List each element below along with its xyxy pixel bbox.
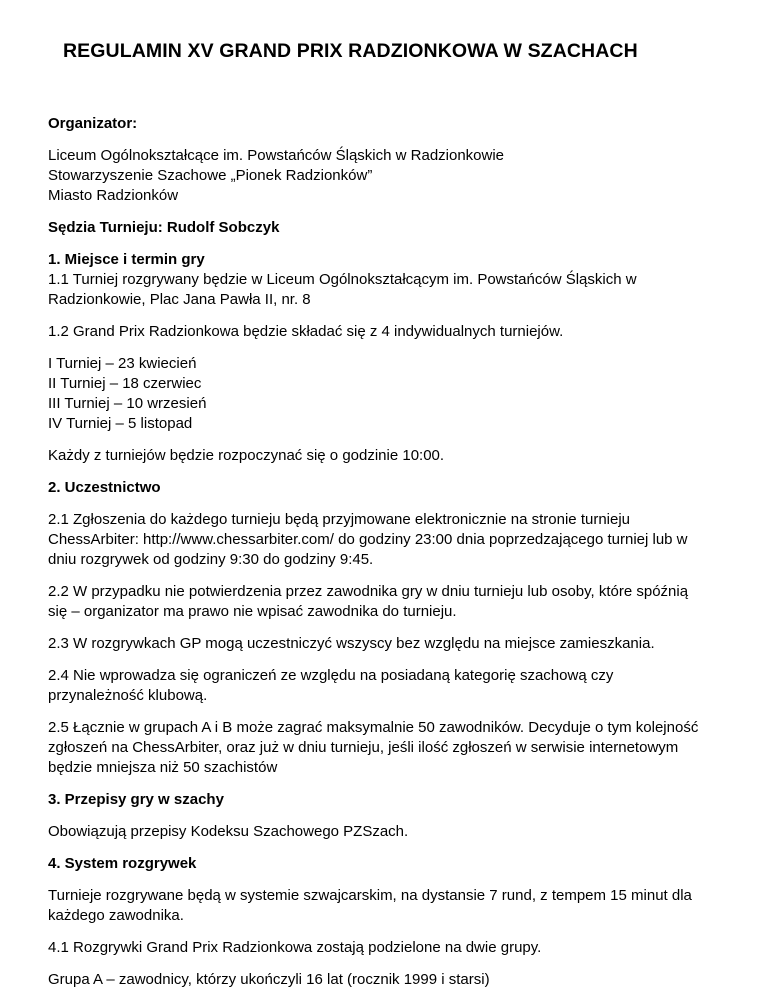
paragraph-line: 2.2 W przypadku nie potwierdzenia przez zawodnika gry w dniu turnieju lub osoby, które spóźnią — [48, 583, 689, 600]
section-2-heading-block — [48, 478, 738, 498]
paragraph-line: ChessArbiter: http://www.chessarbiter.com/ do godziny 23:00 dnia poprzedzającego turniej lub w — [48, 531, 688, 548]
tournament-item: I Turniej – 23 kwiecień — [48, 355, 197, 372]
paragraph-line: 2.5 Łącznie w grupach A i B może zagrać maksymalnie 50 zawodników. Decyduje o tym kolejność — [48, 719, 699, 736]
paragraph-2-3 — [48, 634, 738, 654]
paragraph-line: Obowiązują przepisy Kodeksu Szachowego PZSzach. — [48, 823, 409, 840]
paragraph-line: 2.1 Zgłoszenia do każdego turnieju będą przyjmowane elektronicznie na stronie turnieju — [48, 511, 631, 528]
judge-section — [48, 218, 738, 238]
paragraph-line: będzie mniejsza niż 50 szachistów — [48, 759, 278, 776]
organizer-line: Liceum Ogólnokształcące im. Powstańców Śląskich w Radzionkowie — [48, 147, 505, 164]
paragraph-line: Grupa A – zawodnicy, którzy ukończyli 16 lat (rocznik 1999 i starsi) — [48, 971, 490, 988]
paragraph-2-1 — [48, 510, 738, 570]
section-1 — [48, 250, 738, 310]
organizer-section — [48, 114, 738, 134]
tournament-list — [48, 354, 738, 434]
paragraph-line: się – organizator ma prawo nie wpisać zawodnika do turnieju. — [48, 603, 457, 620]
section-2-heading: 2. Uczestnictwo — [48, 479, 161, 496]
group-a-paragraph — [48, 970, 738, 990]
organizer-line: Stowarzyszenie Szachowe „Pionek Radzionków” — [48, 167, 373, 184]
section-4-heading: 4. System rozgrywek — [48, 855, 197, 872]
paragraph-2-5 — [48, 718, 738, 778]
paragraph-2-4 — [48, 666, 738, 706]
paragraph-line: Każdy z turniejów będzie rozpoczynać się o godzinie 10:00. — [48, 447, 445, 464]
tournament-item: II Turniej – 18 czerwiec — [48, 375, 202, 392]
section-3-heading: 3. Przepisy gry w szachy — [48, 791, 224, 808]
paragraph-line: 1.1 Turniej rozgrywany będzie w Liceum Ogólnokształcącym im. Powstańców Śląskich w — [48, 271, 637, 288]
paragraph-2-2 — [48, 582, 738, 622]
tournament-item: III Turniej – 10 wrzesień — [48, 395, 207, 412]
paragraph-3 — [48, 822, 738, 842]
paragraph-line: 2.3 W rozgrywkach GP mogą uczestniczyć wszyscy bez względu na miejsce zamieszkania. — [48, 635, 655, 652]
paragraph-line: każdego zawodnika. — [48, 907, 184, 924]
organizer-line: Miasto Radzionków — [48, 187, 179, 204]
section-3-heading-block — [48, 790, 738, 810]
judge-heading: Sędzia Turnieju: Rudolf Sobczyk — [48, 219, 280, 236]
paragraph-4 — [48, 886, 738, 926]
document-title: REGULAMIN XV GRAND PRIX RADZIONKOWA W SZACHACH — [63, 40, 638, 62]
organizer-heading: Organizator: — [48, 115, 138, 132]
paragraph-1-2 — [48, 322, 738, 342]
paragraph-line: dniu rozgrywek od godziny 9:30 do godziny 9:45. — [48, 551, 374, 568]
organizer-list — [48, 146, 738, 206]
paragraph-line: 2.4 Nie wprowadza się ograniczeń ze względu na posiadaną kategorię szachową czy — [48, 667, 614, 684]
document-body — [48, 114, 738, 1002]
paragraph-line: Radzionkowie, Plac Jana Pawła II, nr. 8 — [48, 291, 311, 308]
paragraph-line: przynależność klubową. — [48, 687, 208, 704]
section-1-heading: 1. Miejsce i termin gry — [48, 251, 205, 268]
paragraph-4-1 — [48, 938, 738, 958]
paragraph-line: 4.1 Rozgrywki Grand Prix Radzionkowa zostają podzielone na dwie grupy. — [48, 939, 542, 956]
paragraph-line: zgłoszeń na ChessArbiter, oraz już w dniu turnieju, jeśli ilość zgłoszeń w serwisie internetowym — [48, 739, 679, 756]
start-time-paragraph — [48, 446, 738, 466]
tournament-item: IV Turniej – 5 listopad — [48, 415, 193, 432]
paragraph-line: 1.2 Grand Prix Radzionkowa będzie składać się z 4 indywidualnych turniejów. — [48, 323, 564, 340]
section-4-heading-block — [48, 854, 738, 874]
paragraph-line: Turnieje rozgrywane będą w systemie szwajcarskim, na dystansie 7 rund, z tempem 15 minut dla — [48, 887, 692, 904]
